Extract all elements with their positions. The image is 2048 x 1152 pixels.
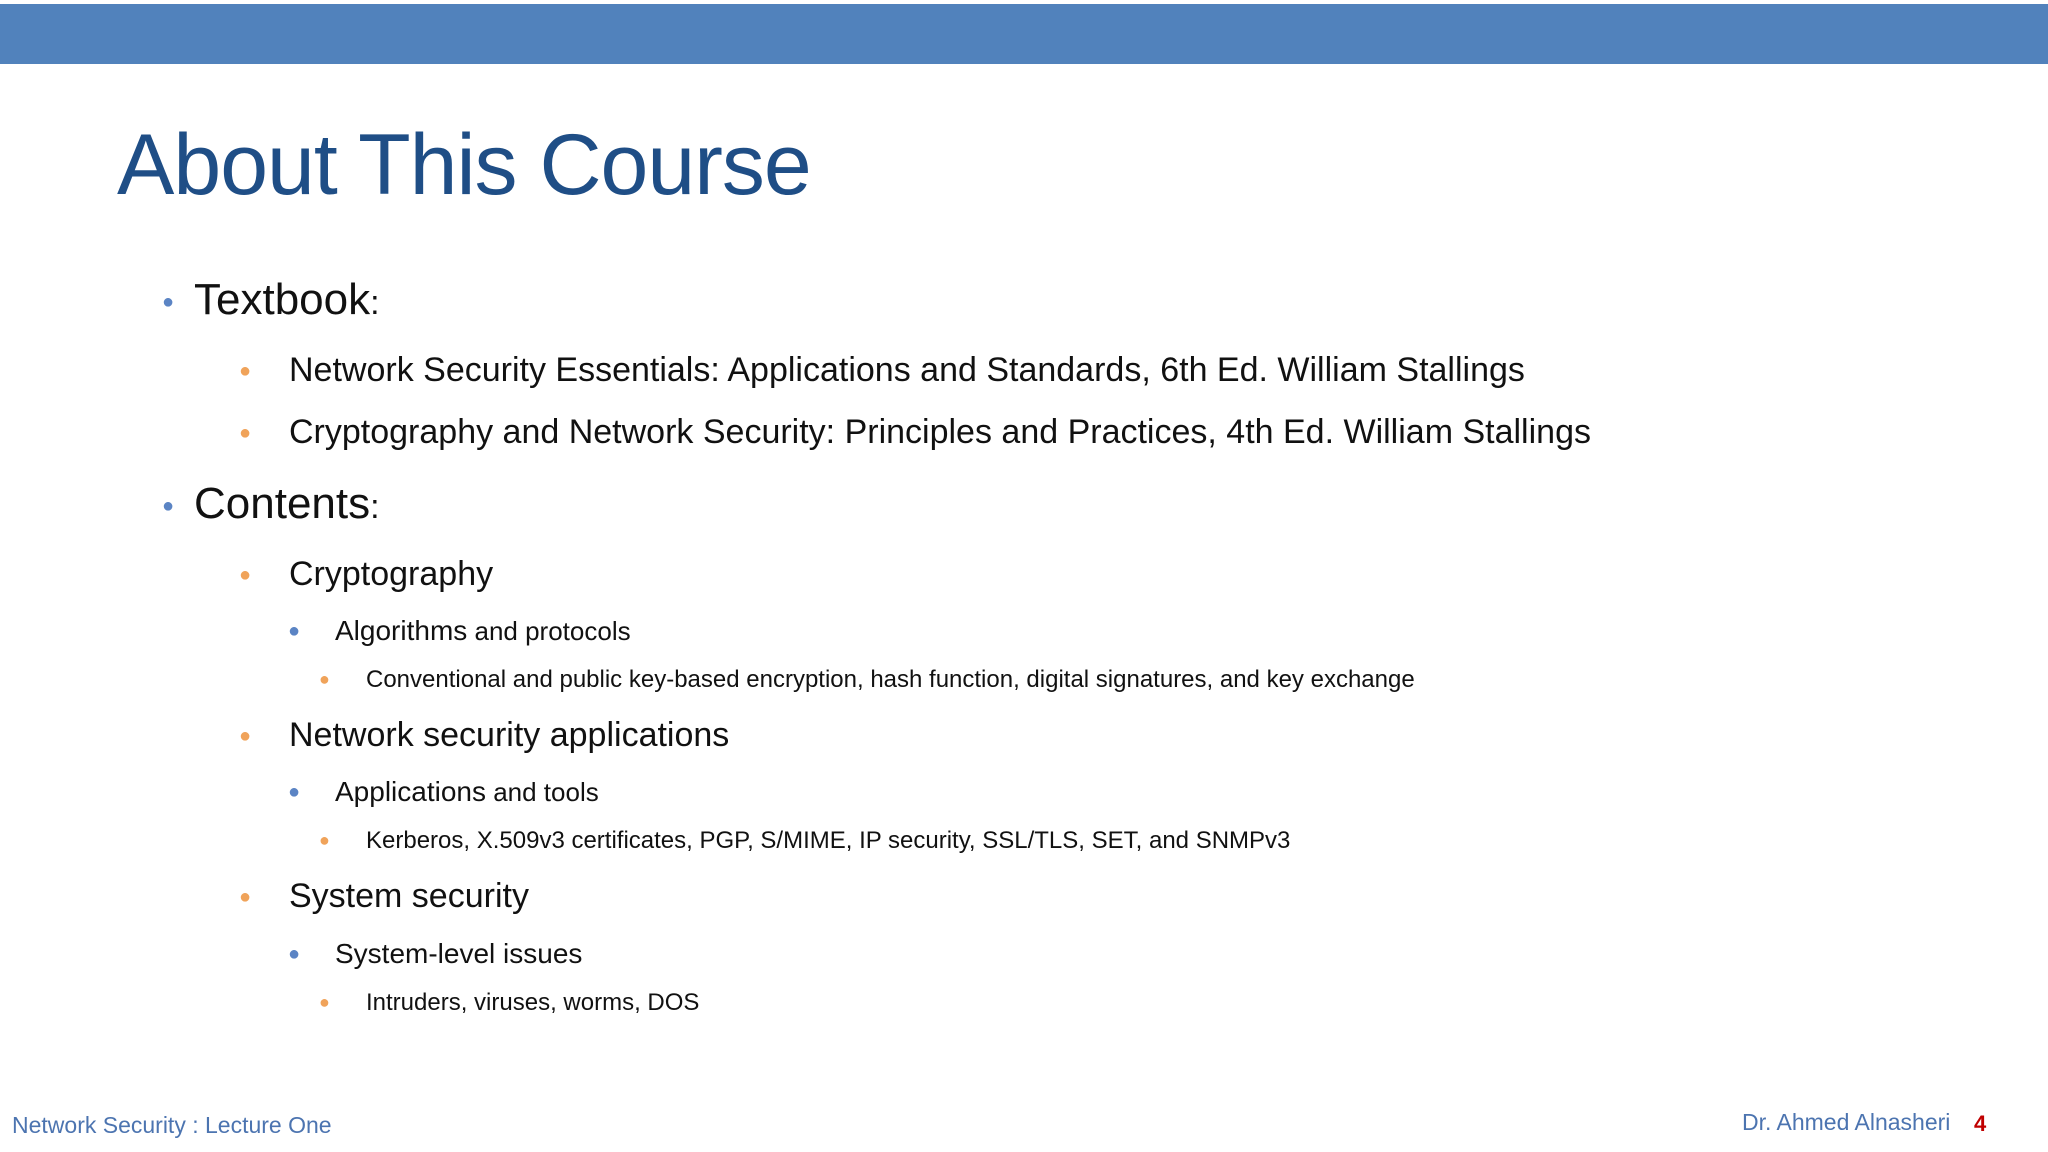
detail-protocols [319, 827, 1291, 854]
page-number: 4 [1974, 1111, 1987, 1136]
bullet-label: Algorithms [335, 615, 468, 646]
bullet-label: Contents [194, 479, 371, 528]
footer-author: Dr. Ahmed Alnasheri [1742, 1109, 1951, 1135]
bullet-icon: ● [288, 943, 301, 965]
bullet-icon: ● [319, 830, 330, 850]
subitem-algorithms [288, 615, 631, 646]
bullet-label-rest: and tools [485, 777, 599, 807]
subitem-applications-tools [288, 776, 599, 807]
contents-item-applications [239, 716, 730, 754]
bullet-label: Network Security Essentials: Applications and Standards, 6th Ed. William Stallings [289, 351, 1525, 389]
bullet-label: Intruders, viruses, worms, DOS [366, 989, 700, 1016]
bullet-label: System security [289, 877, 529, 915]
slide-title: About This Course [117, 117, 811, 213]
bullet-suffix: : [370, 284, 380, 322]
bullet-icon: ● [239, 360, 252, 382]
textbook-item-2 [239, 413, 1591, 451]
bullet-textbook [162, 275, 380, 324]
bullet-icon: ● [239, 725, 252, 747]
bullet-label: System-level issues [335, 938, 583, 969]
bullet-icon: ● [239, 422, 252, 444]
bullet-label: Network security applications [289, 716, 730, 754]
detail-threats [319, 989, 700, 1016]
bullet-icon: ● [288, 620, 301, 642]
bullet-icon: ● [288, 781, 301, 803]
bullet-label: Cryptography [289, 555, 494, 593]
contents-item-system-security [239, 877, 529, 915]
bullet-icon: ● [239, 886, 252, 908]
bullet-label: Applications [335, 776, 486, 807]
subitem-system-issues [288, 938, 583, 969]
bullet-suffix: : [370, 488, 380, 526]
bullet-label: Cryptography and Network Security: Principles and Practices, 4th Ed. William Stallings [289, 413, 1591, 451]
bullet-label-rest: and protocols [467, 616, 631, 646]
bullet-icon: ● [162, 291, 175, 313]
contents-item-cryptography [239, 555, 494, 593]
footer-course: Network Security : Lecture One [12, 1112, 332, 1138]
detail-encryption [319, 666, 1415, 693]
bullet-label: Textbook [194, 275, 371, 324]
bullet-contents [162, 479, 380, 528]
bullet-label: Conventional and public key-based encryption, hash function, digital signatures, and key exchange [366, 666, 1415, 693]
bullet-label: Kerberos, X.509v3 certificates, PGP, S/MIME, IP security, SSL/TLS, SET, and SNMPv3 [366, 827, 1291, 854]
bullet-icon: ● [162, 495, 175, 517]
bullet-icon: ● [319, 669, 330, 689]
bullet-icon: ● [319, 992, 330, 1012]
bullet-icon: ● [239, 564, 252, 586]
textbook-item-1 [239, 351, 1525, 389]
header-bar [0, 4, 2048, 64]
